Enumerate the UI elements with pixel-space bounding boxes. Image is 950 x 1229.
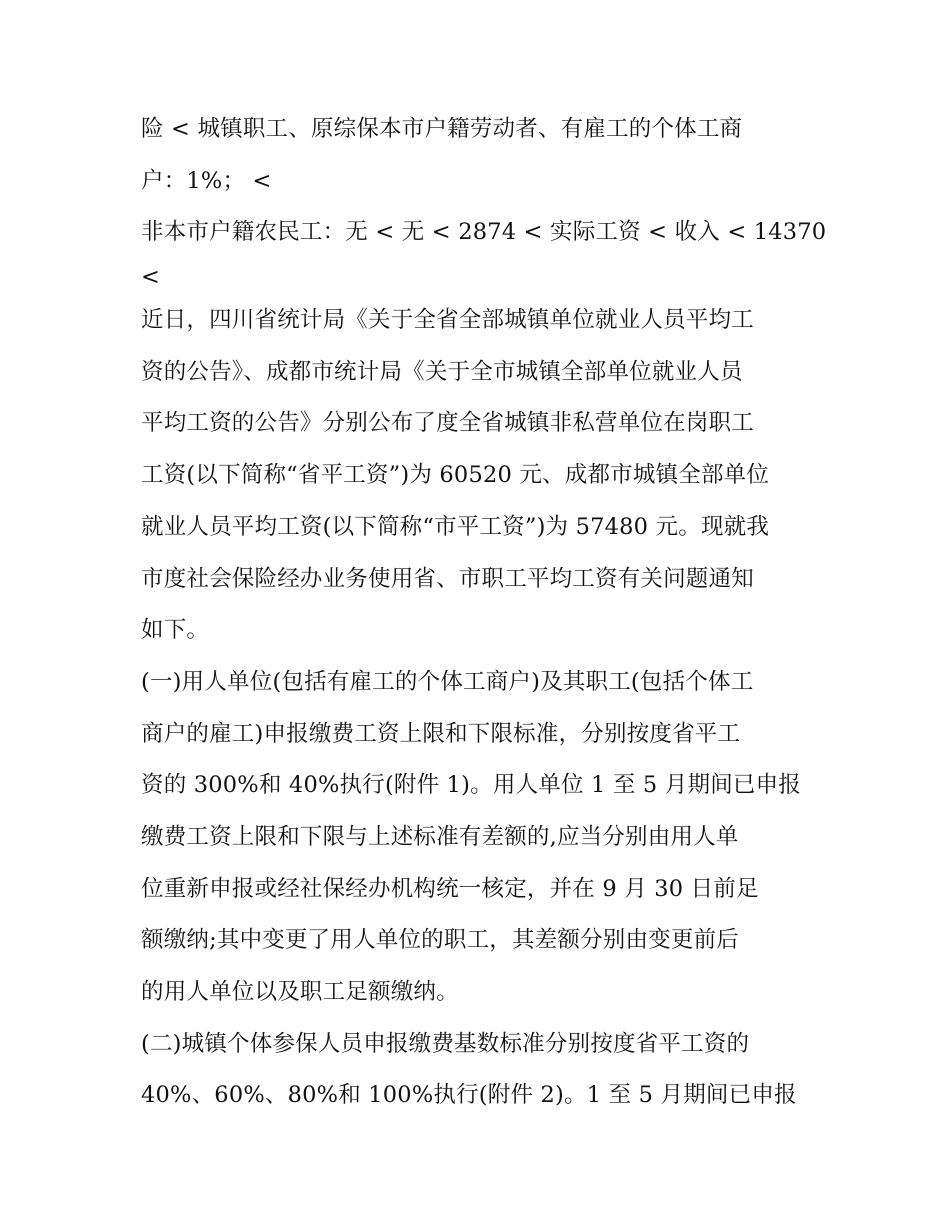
text-line-10: 市度社会保险经办业务使用省、市职工平均工资有关问题通知 [141,565,754,592]
text-line-3: 非本市户籍农民工：无 < 无 < 2874 < 实际工资 < 收入 < 14370 [141,219,827,246]
text-line-18: 的用人单位以及职工足额缴纳。 [141,979,459,1005]
text-line-14: 资的 300%和 40%执行(附件 1)。用人单位 1 至 5 月期间已申报 [141,772,802,799]
text-line-16: 位重新申报或经社保经办机构统一核定，并在 9 月 30 日前足 [141,875,759,902]
text-line-19: (二)城镇个体参保人员申报缴费基数标准分别按度省平工资的 [141,1030,750,1057]
text-line-13: 商户的雇工)申报缴费工资上限和下限标准，分别按度省平工 [141,720,741,747]
text-line-6: 资的公告》、成都市统计局《关于全市城镇全部单位就业人员 [141,358,743,385]
text-line-8: 工资(以下简称“省平工资”)为 60520 元、成都市城镇全部单位 [141,462,770,489]
text-line-4: < [141,264,161,291]
text-line-1: 险 < 城镇职工、原综保本市户籍劳动者、有雇工的个体工商 [141,116,743,142]
text-line-20: 40%、60%、80%和 100%执行(附件 2)。1 至 5 月期间已申报 [141,1082,797,1109]
text-line-9: 就业人员平均工资(以下简称“市平工资”)为 57480 元。现就我 [141,513,770,540]
text-line-15: 缴费工资上限和下限与上述标准有差额的,应当分别由用人单 [141,823,739,850]
document-page [141,104,827,1122]
text-line-5: 近日，四川省统计局《关于全省全部城镇单位就业人员平均工 [141,307,754,334]
text-line-12: (一)用人单位(包括有雇工的个体工商户)及其职工(包括个体工 [141,668,754,695]
text-line-7: 平均工资的公告》分别公布了度全省城镇非私营单位在岗职工 [141,410,754,437]
text-line-17: 额缴纳;其中变更了用人单位的职工，其差额分别由变更前后 [141,927,739,954]
text-line-11: 如下。 [141,617,210,644]
text-line-2: 户：1%； < [141,167,272,194]
